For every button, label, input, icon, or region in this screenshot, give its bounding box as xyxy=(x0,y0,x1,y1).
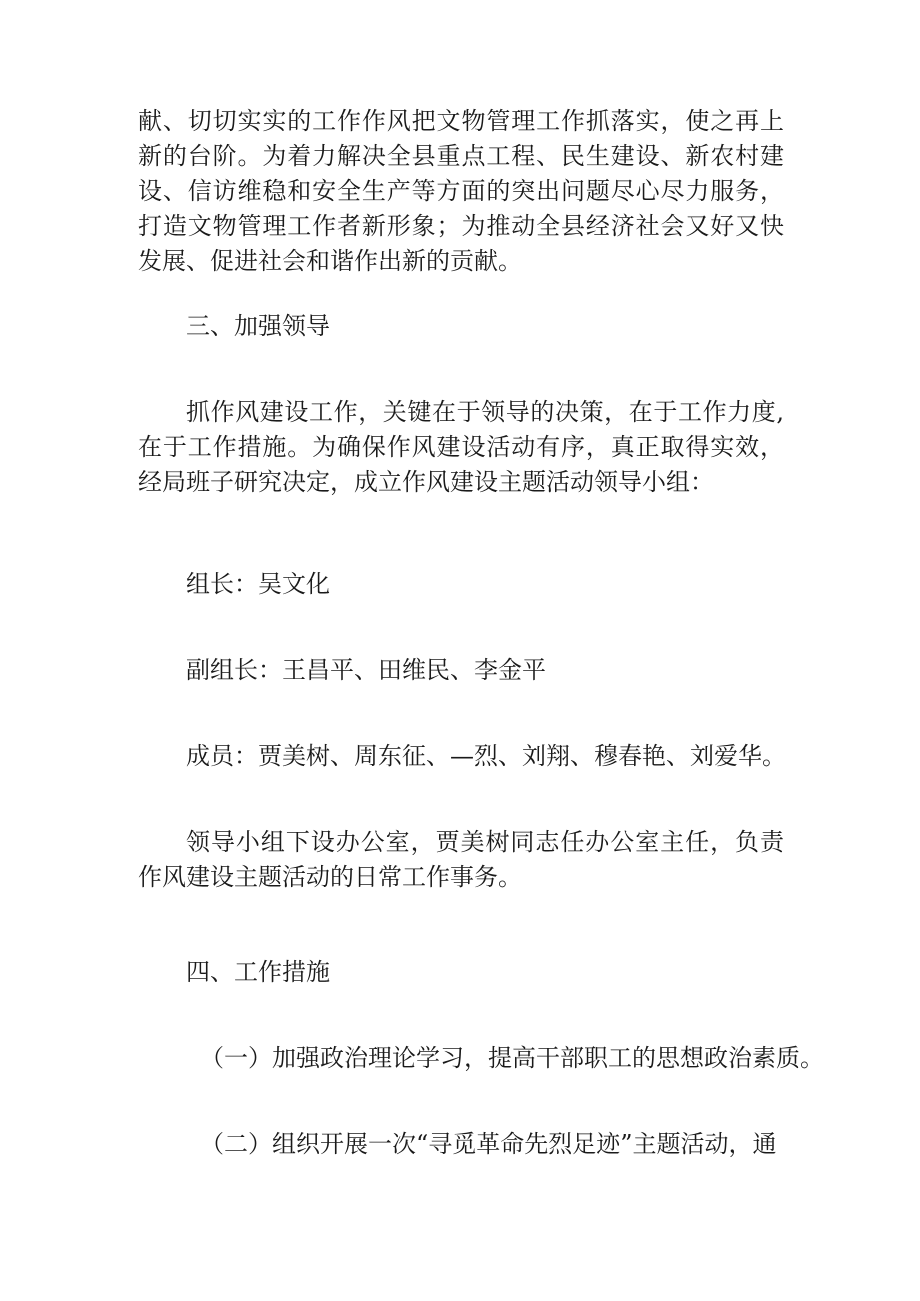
deputy-leader-line: 副组长：王昌平、田维民、李金平 xyxy=(186,656,546,684)
measure-item-2: （二）组织开展一次“寻觅革命先烈足迹”主题活动，通 xyxy=(200,1130,777,1158)
office-paragraph: 领导小组下设办公室，贾美树同志任办公室主任，负责作风建设主题活动的日常工作事务。 xyxy=(138,828,784,891)
intro-paragraph: 献、切切实实的工作作风把文物管理工作抓落实，使之再上新的台阶。为着力解决全县重点工程、民生建设、新农村建设、信访维稳和安全生产等方面的突出问题尽心尽力服务，打造文物管理工作者新形象；为推动全县经济社会又好又快发展、促进社会和谐作出新的贡献。 xyxy=(138,107,784,275)
section-3-heading: 三、加强领导 xyxy=(186,312,330,340)
group-leader-line: 组长：吴文化 xyxy=(186,570,330,598)
section-3-paragraph: 抓作风建设工作，关键在于领导的决策，在于工作力度,在于工作措施。为确保作风建设活动有序，真正取得实效，经局班子研究决定，成立作风建设主题活动领导小组： xyxy=(138,398,784,496)
members-line: 成员：贾美树、周东征、—烈、刘翔、穆春艳、刘爱华。 xyxy=(186,742,786,770)
measure-item-1: （一）加强政治理论学习，提高干部职工的思想政治素质。 xyxy=(200,1044,824,1072)
section-4-heading: 四、工作措施 xyxy=(186,958,330,986)
